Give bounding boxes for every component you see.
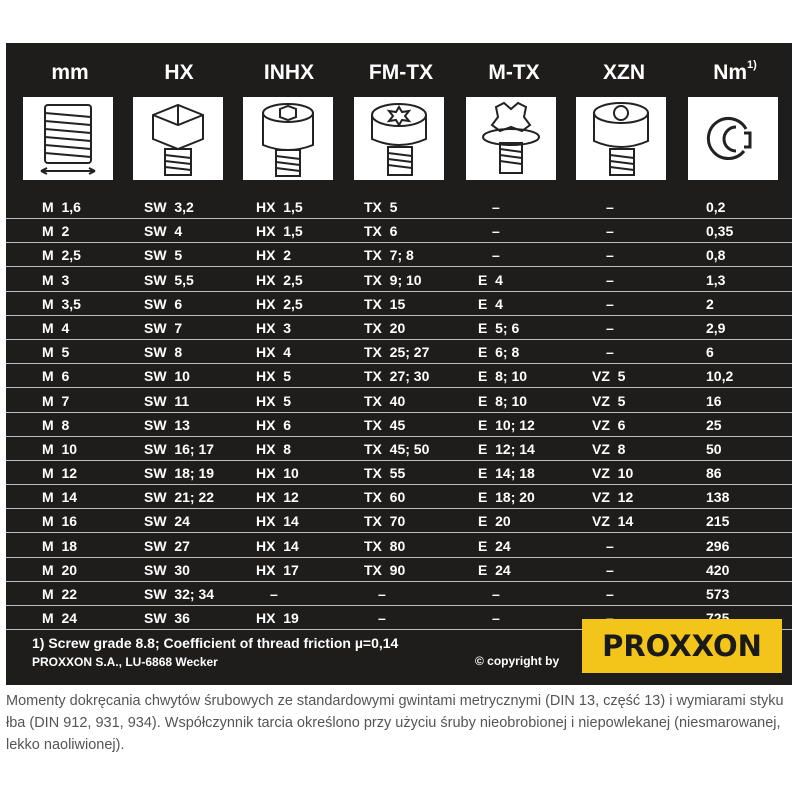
cell-mm: M 2	[42, 223, 70, 240]
cell-xzn: –	[606, 199, 614, 215]
table-row	[6, 245, 792, 267]
cell-xzn: –	[606, 223, 614, 240]
cell-hx: SW 24	[144, 513, 190, 530]
cell-nm: 2,9	[706, 319, 726, 336]
table-row	[6, 560, 792, 582]
cell-mm: M 10	[42, 440, 78, 457]
cell-m-tx: E 6; 8	[478, 344, 520, 361]
cell-inhx: HX 17	[256, 561, 299, 578]
cell-inhx: –	[270, 586, 278, 602]
cell-hx: SW 11	[144, 392, 190, 409]
cell-mm: M 1,6	[42, 199, 81, 215]
cell-hx: SW 13	[144, 416, 190, 433]
footnote: 1) Screw grade 8.8; Coefficient of thread friction µ=0,14	[32, 635, 399, 651]
cell-m-tx: E 8; 10	[478, 392, 528, 409]
cell-nm: 0,35	[706, 223, 734, 240]
cell-xzn: –	[606, 561, 614, 578]
cell-mm: M 4	[42, 319, 70, 336]
cell-fm-tx: TX 7; 8	[364, 247, 414, 264]
cell-fm-tx: TX 6	[364, 223, 398, 240]
cell-mm: M 20	[42, 561, 78, 578]
header-hx: HX	[164, 61, 194, 84]
cell-mm: M 6	[42, 368, 70, 385]
cell-xzn: –	[606, 319, 614, 336]
cell-xzn: VZ 8	[592, 440, 626, 457]
cell-nm: 420	[706, 561, 730, 578]
cell-nm: 86	[706, 465, 722, 482]
cell-mm: M 8	[42, 416, 70, 433]
cell-inhx: HX 5	[256, 368, 292, 385]
cell-inhx: HX 1,5	[256, 223, 303, 240]
cell-hx: SW 21; 22	[144, 489, 215, 506]
cell-m-tx: E 8; 10	[478, 368, 528, 385]
cell-xzn: VZ 10	[592, 465, 634, 482]
cell-hx: SW 3,2	[144, 199, 194, 215]
cell-m-tx: E 24	[478, 537, 511, 554]
cell-m-tx: –	[492, 199, 500, 215]
cell-inhx: HX 19	[256, 610, 299, 627]
torx-external-bolt-icon	[466, 97, 556, 180]
cell-xzn: VZ 12	[592, 489, 634, 506]
header-xzn: XZN	[603, 61, 645, 84]
table-row	[6, 342, 792, 364]
cell-m-tx: E 20	[478, 513, 511, 530]
cell-nm: 1,3	[706, 271, 726, 288]
cell-m-tx: E 4	[478, 271, 503, 288]
cell-m-tx: –	[492, 247, 500, 264]
logo-text: PROXXON	[602, 629, 762, 663]
table-row	[6, 463, 792, 485]
cell-mm: M 3	[42, 271, 70, 288]
torque-table-rows	[6, 197, 792, 632]
cell-hx: SW 5,5	[144, 271, 194, 288]
cell-m-tx: E 24	[478, 561, 511, 578]
cell-nm: 6	[706, 344, 714, 361]
cell-mm: M 24	[42, 610, 78, 627]
xzn-bolt-icon	[576, 97, 666, 180]
header-inhx: INHX	[263, 61, 315, 84]
cell-nm: 215	[706, 513, 730, 530]
cell-hx: SW 7	[144, 319, 183, 336]
cell-nm: 25	[706, 416, 722, 433]
cell-nm: 16	[706, 392, 722, 409]
table-row	[6, 197, 792, 219]
cell-nm: 2	[706, 295, 714, 312]
cell-mm: M 12	[42, 465, 78, 482]
table-row	[6, 415, 792, 437]
cell-xzn: –	[606, 247, 614, 264]
table-row	[6, 536, 792, 558]
cell-mm: M 16	[42, 513, 78, 530]
cell-inhx: HX 4	[256, 344, 292, 361]
cell-inhx: HX 8	[256, 440, 292, 457]
cell-inhx: HX 14	[256, 537, 299, 554]
cell-inhx: HX 1,5	[256, 199, 303, 215]
cell-hx: SW 30	[144, 561, 190, 578]
cell-fm-tx: TX 25; 27	[364, 344, 430, 361]
cell-nm: 0,8	[706, 247, 726, 264]
header-mm: mm	[51, 61, 89, 84]
cell-fm-tx: TX 60	[364, 489, 406, 506]
copyright-text: © copyright by	[475, 654, 560, 668]
cell-fm-tx: TX 20	[364, 319, 406, 336]
cell-inhx: HX 10	[256, 465, 299, 482]
torx-socket-bolt-icon	[354, 97, 444, 180]
cell-fm-tx: TX 27; 30	[364, 368, 430, 385]
cell-m-tx: E 12; 14	[478, 440, 535, 457]
proxxon-logo	[582, 619, 782, 673]
table-row	[6, 270, 792, 292]
header-nm-text: Nm	[713, 61, 748, 84]
cell-hx: SW 10	[144, 368, 190, 385]
table-row	[6, 221, 792, 243]
cell-nm: 0,2	[706, 199, 726, 215]
cell-nm: 138	[706, 489, 730, 506]
cell-mm: M 5	[42, 344, 70, 361]
cell-m-tx: E 4	[478, 295, 503, 312]
cell-xzn: –	[606, 271, 614, 288]
cell-inhx: HX 14	[256, 513, 299, 530]
cell-fm-tx: TX 90	[364, 561, 406, 578]
table-row	[6, 391, 792, 413]
cell-fm-tx: TX 70	[364, 513, 406, 530]
cell-m-tx: E 18; 20	[478, 489, 535, 506]
company-address: PROXXON S.A., LU-6868 Wecker	[32, 655, 218, 669]
table-row	[6, 584, 792, 606]
cell-xzn: VZ 6	[592, 416, 626, 433]
cell-hx: SW 6	[144, 295, 183, 312]
inner-hex-bolt-icon	[243, 97, 333, 180]
cell-m-tx: –	[492, 610, 500, 627]
column-headers	[6, 61, 792, 91]
cell-fm-tx: –	[378, 586, 386, 602]
cell-nm: 50	[706, 440, 722, 457]
cell-m-tx: –	[492, 223, 500, 240]
cell-inhx: HX 2	[256, 247, 292, 264]
cell-nm: 573	[706, 586, 730, 602]
cell-m-tx: E 10; 12	[478, 416, 535, 433]
cell-xzn: –	[606, 586, 614, 602]
cell-mm: M 7	[42, 392, 70, 409]
thread-bolt-icon	[23, 97, 113, 180]
cell-mm: M 2,5	[42, 247, 81, 264]
cell-m-tx: E 5; 6	[478, 319, 520, 336]
cell-fm-tx: TX 5	[364, 199, 398, 215]
table-row	[6, 366, 792, 388]
cell-xzn: VZ 5	[592, 392, 626, 409]
header-nm	[680, 61, 790, 85]
cell-hx: SW 5	[144, 247, 183, 264]
cell-fm-tx: TX 45	[364, 416, 406, 433]
hex-bolt-icon	[133, 97, 223, 180]
cell-fm-tx: TX 15	[364, 295, 406, 312]
cell-xzn: VZ 14	[592, 513, 634, 530]
cell-hx: SW 16; 17	[144, 440, 215, 457]
cell-inhx: HX 2,5	[256, 295, 303, 312]
cell-fm-tx: TX 40	[364, 392, 406, 409]
cell-hx: SW 18; 19	[144, 465, 215, 482]
cell-hx: SW 32; 34	[144, 586, 215, 602]
cell-nm: 10,2	[706, 368, 734, 385]
torque-table-panel	[6, 43, 792, 685]
cell-xzn: –	[606, 295, 614, 312]
cell-fm-tx: –	[378, 610, 386, 627]
cell-mm: M 18	[42, 537, 78, 554]
cell-inhx: HX 5	[256, 392, 292, 409]
header-fm-tx: FM-TX	[368, 61, 434, 84]
cell-fm-tx: TX 80	[364, 537, 406, 554]
cell-xzn: –	[606, 344, 614, 361]
caption-text: Momenty dokręcania chwytów śrubowych ze standardowymi gwintami metrycznymi (DIN 13, część 13) i wymiarami styku łba (DIN 912, 931, 934). Współczynnik tarcia określono przy użyciu śruby nieobrobionej i niepowlekanej (niesmarowanej, lekko naoliwionej).	[6, 693, 784, 753]
cell-inhx: HX 12	[256, 489, 299, 506]
header-m-tx: M-TX	[488, 61, 540, 84]
cell-hx: SW 4	[144, 223, 183, 240]
cell-inhx: HX 6	[256, 416, 292, 433]
cell-hx: SW 8	[144, 344, 183, 361]
cell-xzn: –	[606, 537, 614, 554]
cell-mm: M 22	[42, 586, 78, 602]
cell-inhx: HX 2,5	[256, 271, 303, 288]
cell-m-tx: E 14; 18	[478, 465, 535, 482]
cell-fm-tx: TX 9; 10	[364, 271, 422, 288]
cell-hx: SW 27	[144, 537, 190, 554]
table-row	[6, 294, 792, 316]
cell-mm: M 3,5	[42, 295, 81, 312]
cell-fm-tx: TX 55	[364, 465, 406, 482]
table-row	[6, 511, 792, 533]
retaining-ring-icon	[688, 97, 778, 180]
table-row	[6, 318, 792, 340]
cell-nm: 296	[706, 537, 730, 554]
cell-mm: M 14	[42, 489, 78, 506]
header-nm-footnote-mark: 1)	[747, 59, 757, 71]
cell-xzn: VZ 5	[592, 368, 626, 385]
table-row	[6, 439, 792, 461]
cell-inhx: HX 3	[256, 319, 292, 336]
cell-m-tx: –	[492, 586, 500, 602]
cell-hx: SW 36	[144, 610, 190, 627]
table-row	[6, 487, 792, 509]
cell-fm-tx: TX 45; 50	[364, 440, 430, 457]
